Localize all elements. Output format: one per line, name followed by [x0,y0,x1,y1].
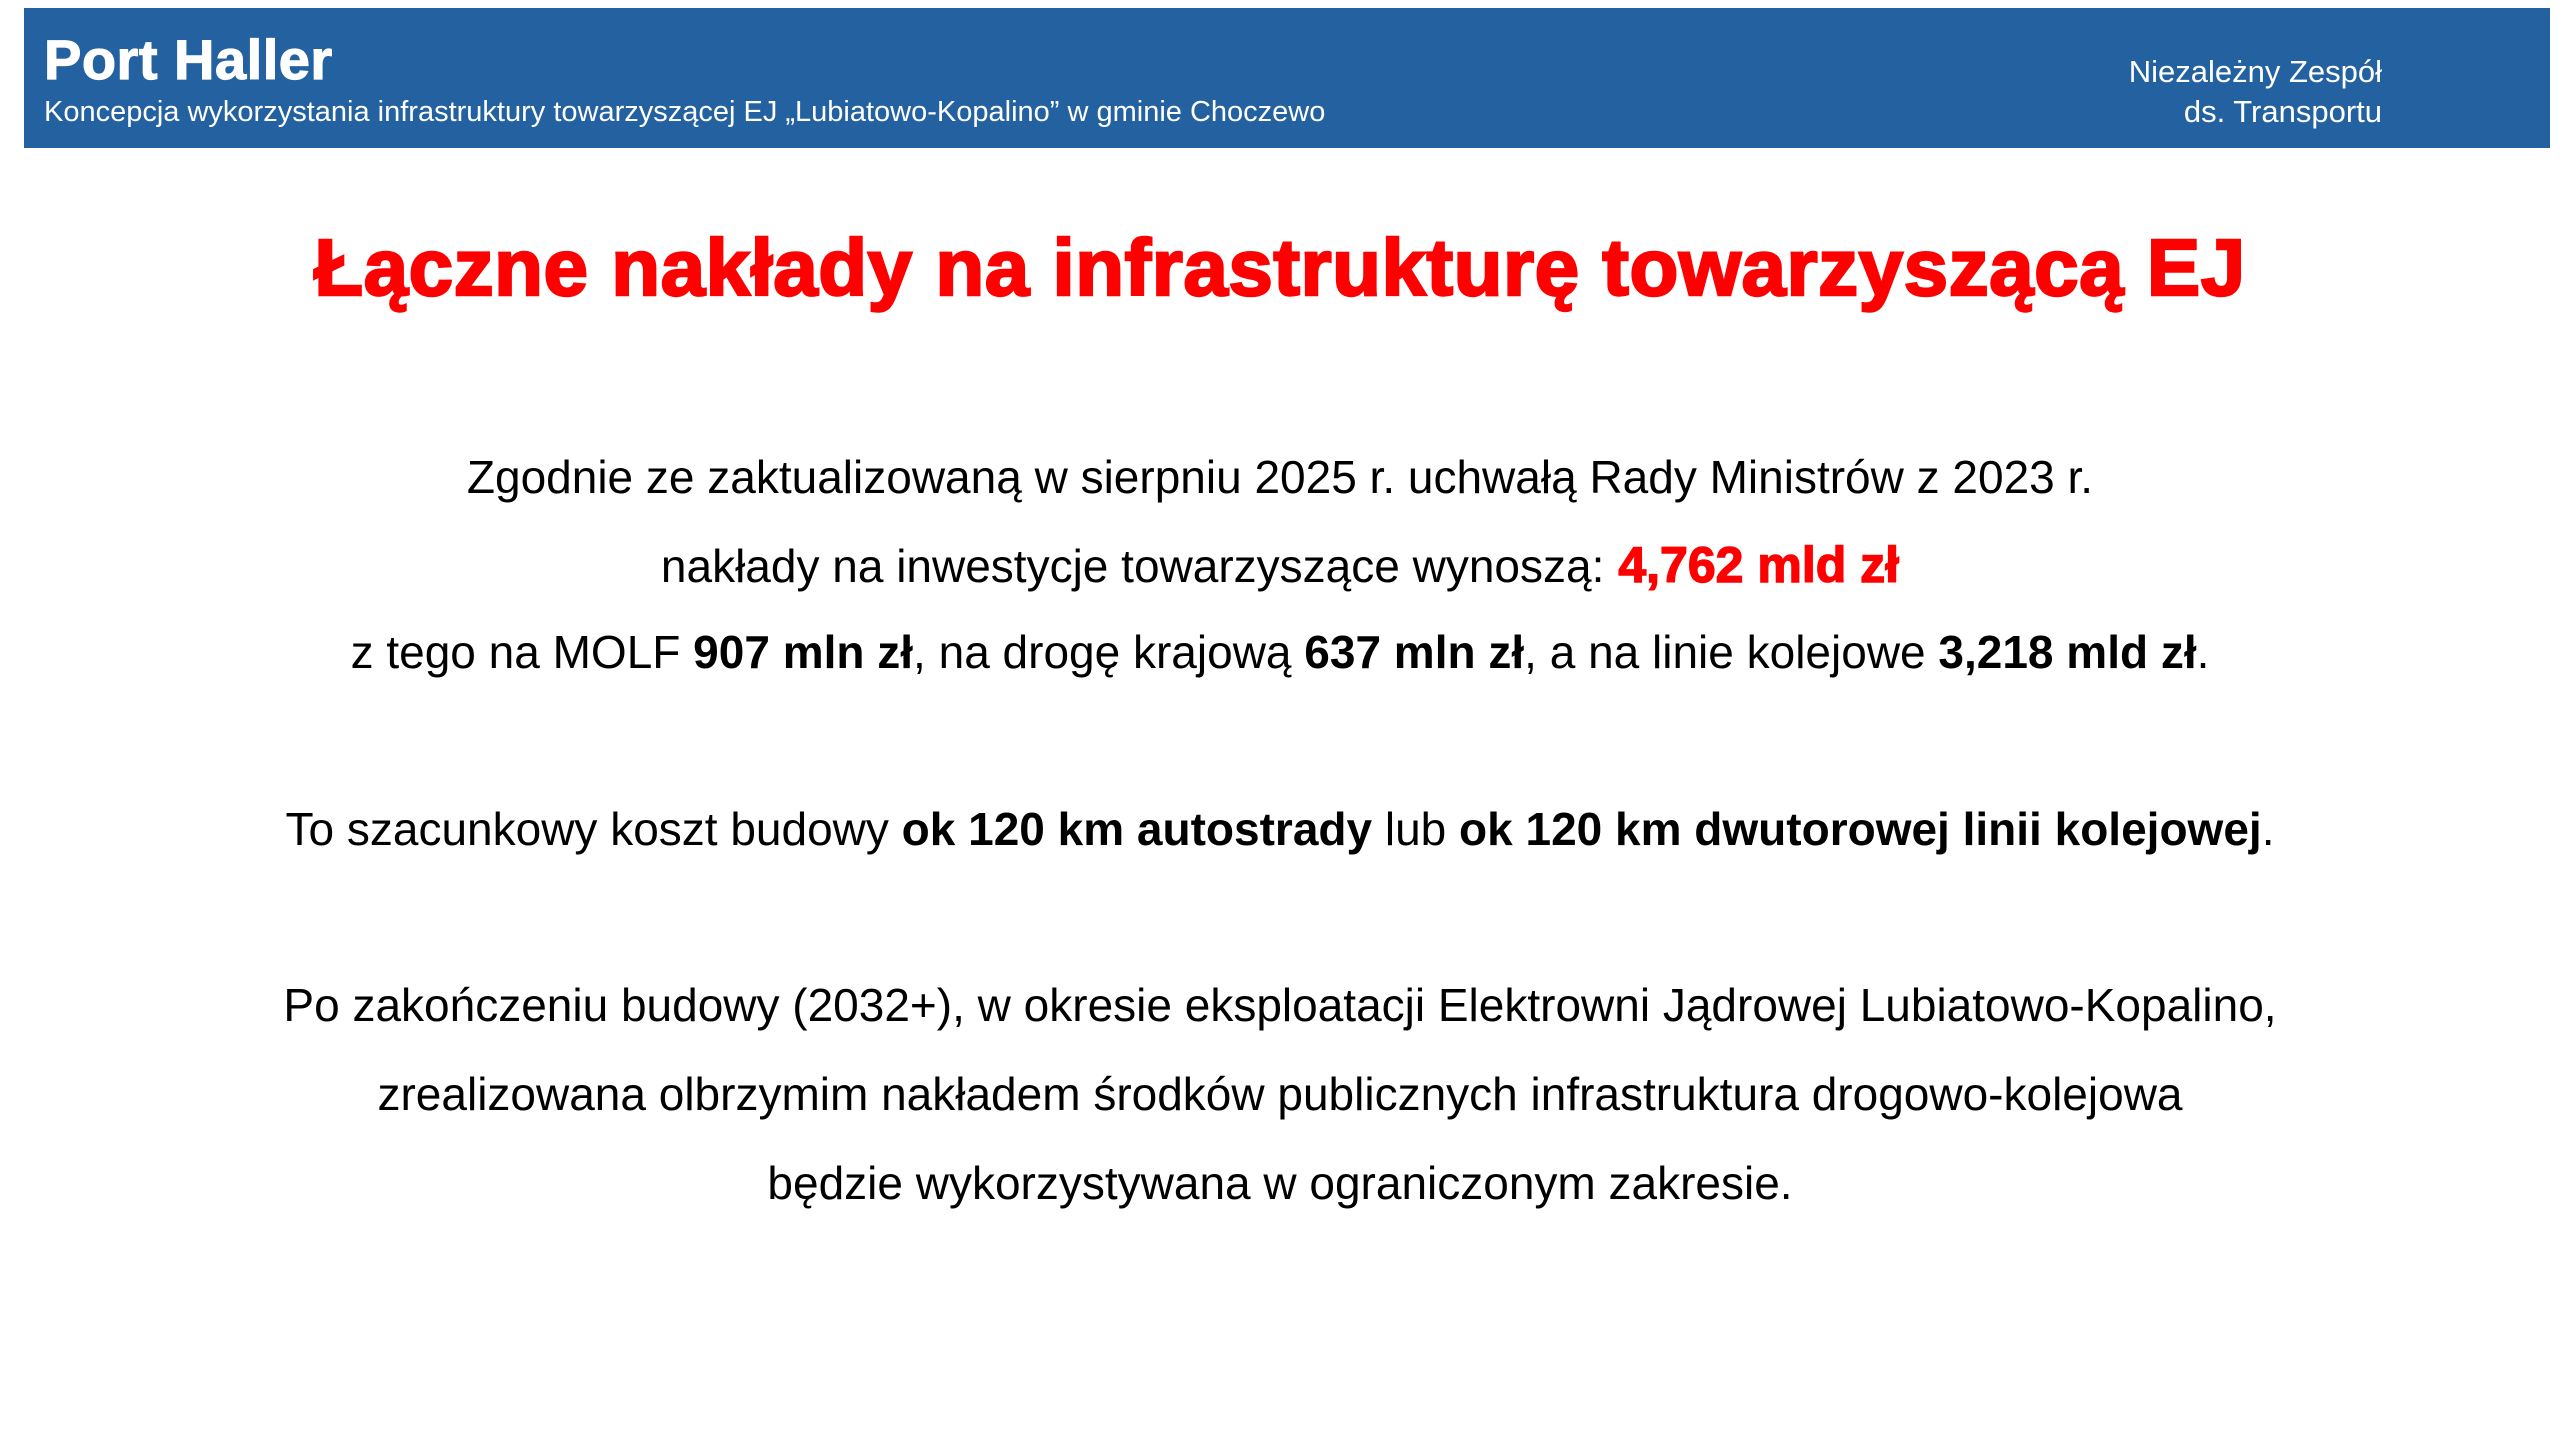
line3-part-c: , na drogę krajową [913,626,1305,678]
paragraph3-line1: Po zakończeniu budowy (2032+), w okresie eksploatacji Elektrowni Jądrowej Lubiatowo-Kopalino, [283,979,2277,1031]
line3-part-e: , a na linie kolejowe [1524,626,1939,678]
paragraph2-part-c: lub [1372,803,1460,855]
header-subtitle: Koncepcja wykorzystania infrastruktury towarzyszącej EJ „Lubiatowo-Kopalino” w gminie Choczewo [44,96,1326,128]
header-title: Port Haller [44,28,333,91]
paragraph1-line2 [0,537,2560,593]
line3-part-a: z tego na MOLF [350,626,694,678]
paragraph1-line1: Zgodnie ze zaktualizowaną w sierpniu 2025 r. uchwałą Rady Ministrów z 2023 r. [466,451,2094,503]
line3-part-g: . [2196,626,2210,678]
header-org-line-1: Niezależny Zespół [2128,54,2382,89]
paragraph3-line2: zrealizowana olbrzymim nakładem środków publicznych infrastruktura drogowo-kolejowa [377,1068,2183,1120]
paragraph2 [0,803,2560,855]
header-bar [24,8,2550,148]
total-cost-value: 4,762 mld zł [1618,537,1900,593]
paragraph3-line3: będzie wykorzystywana w ograniczonym zakresie. [767,1157,1793,1209]
road-cost-value: 637 mln zł [1304,626,1525,678]
molf-cost-value: 907 mln zł [693,626,914,678]
highway-equivalent: ok 120 km autostrady [901,803,1373,855]
slide-title: Łączne nakłady na infrastrukturę towarzyszącą EJ [314,223,2246,312]
rail-equivalent: ok 120 km dwutorowej linii kolejowej [1459,803,2262,855]
rail-cost-value: 3,218 mld zł [1938,626,2197,678]
header-organization [2129,52,2382,132]
paragraph1-line2-text: nakłady na inwestycje towarzyszące wynoszą: [660,540,1605,592]
header-org-line-2: ds. Transportu [2183,94,2382,129]
paragraph2-part-a: To szacunkowy koszt budowy [285,803,902,855]
paragraph1-line3 [0,626,2560,678]
paragraph2-part-e: . [2261,803,2275,855]
